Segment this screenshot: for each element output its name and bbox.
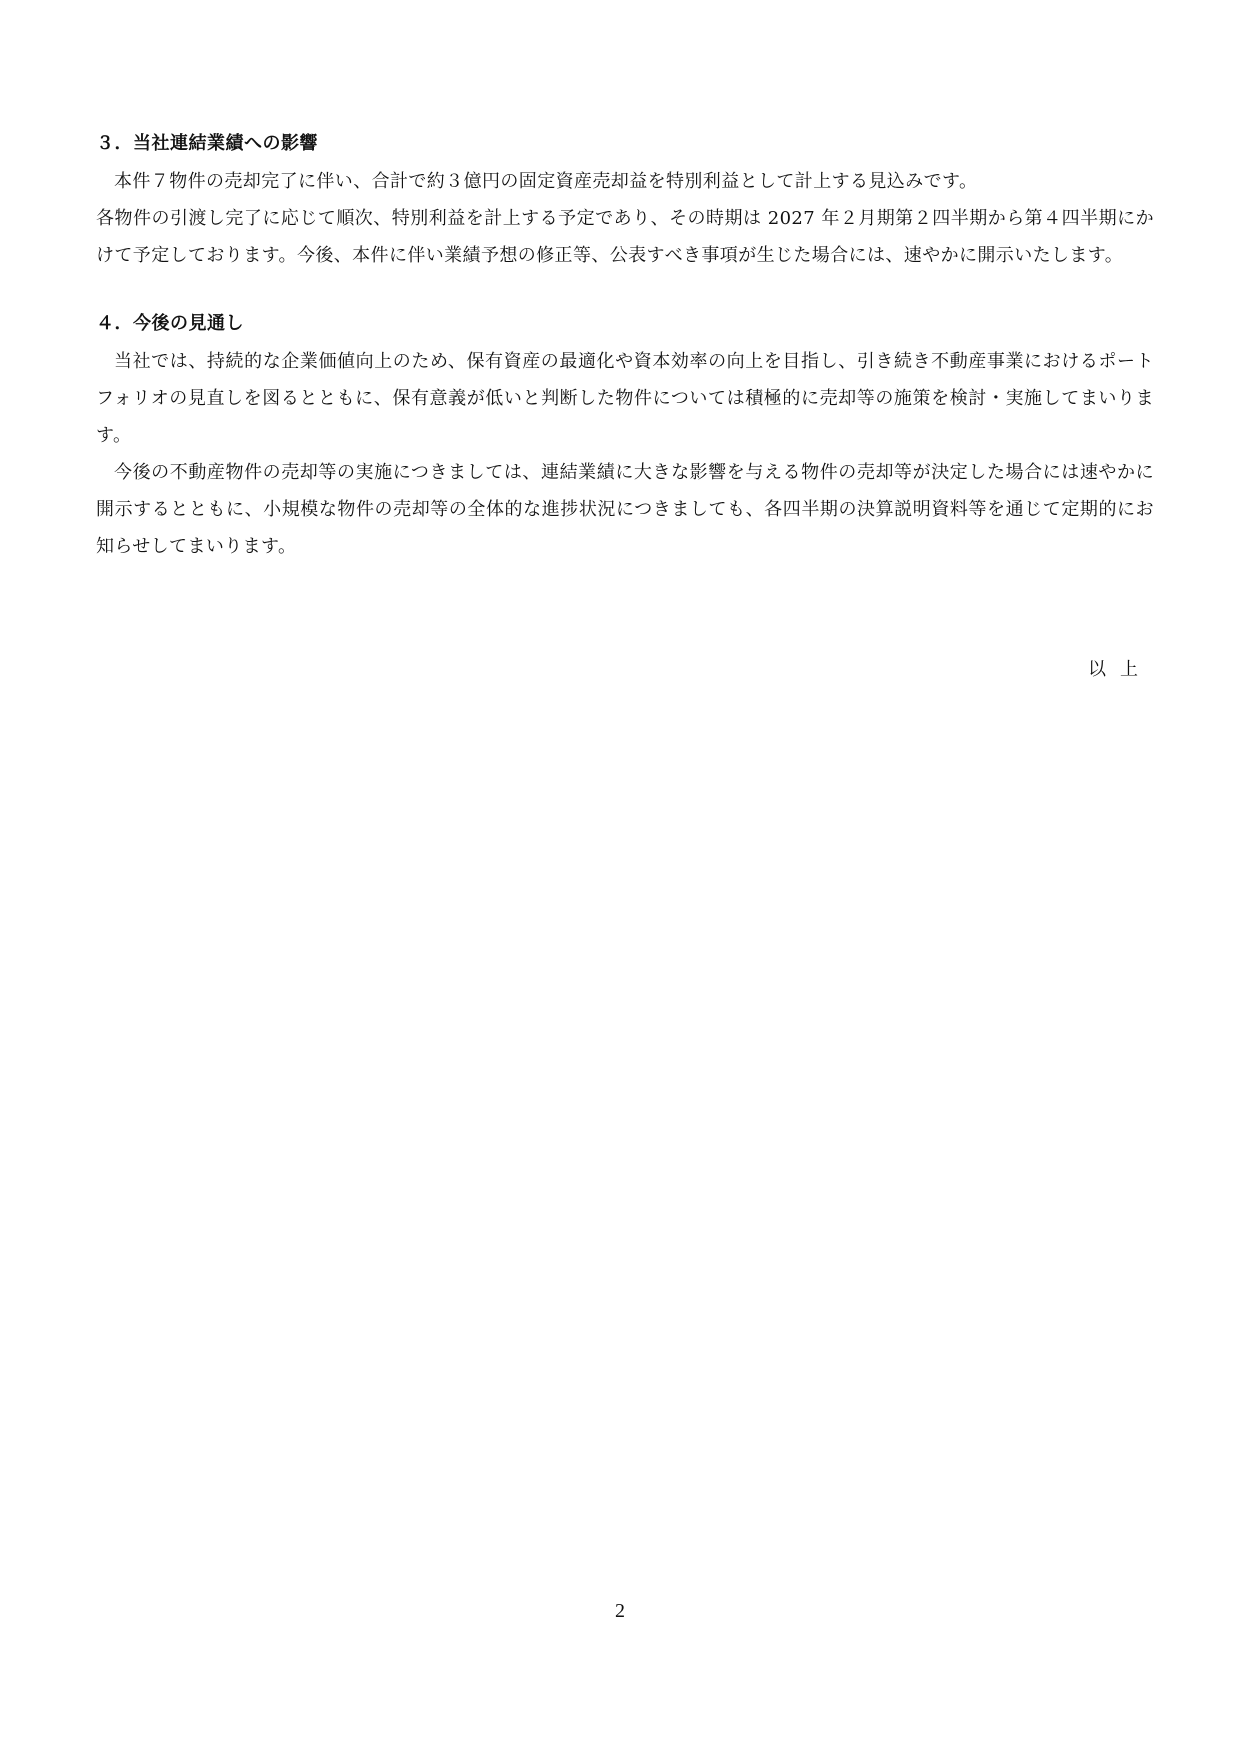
section-heading: ４．今後の見通し	[96, 313, 244, 334]
closing-mark: 以上	[1088, 659, 1152, 680]
section-heading: ３．当社連結業績への影響	[96, 133, 318, 154]
paragraph: 各物件の引渡し完了に応じて順次、特別利益を計上する予定であり、その時期は 2027 年２月期第２四半期から第４四半期にかけて予定しております。今後、本件に伴い業績予想の修正等、公表すべき事項が生じた場合には、速やかに開示いたします。	[96, 208, 1154, 266]
document-body	[96, 131, 1154, 565]
paragraph: 本件７物件の売却完了に伴い、合計で約３億円の固定資産売却益を特別利益として計上する見込みです。	[114, 171, 978, 192]
paragraph: 今後の不動産物件の売却等の実施につきましては、連結業績に大きな影響を与える物件の売却等が決定した場合には速やかに開示するとともに、小規模な物件の売却等の全体的な進捗状況につきましても、各四半期の決算説明資料等を通じて定期的にお知らせしてまいります。	[96, 462, 1154, 557]
section-future-outlook	[96, 311, 1154, 565]
page-number: 2	[615, 1600, 625, 1622]
paragraph: 当社では、持続的な企業価値向上のため、保有資産の最適化や資本効率の向上を目指し、引き続き不動産事業におけるポートフォリオの見直しを図るとともに、保有意義が低いと判断した物件については積極的に売却等の施策を検討・実施してまいります。	[96, 351, 1154, 446]
section-impact-on-consolidated-results	[96, 131, 1154, 274]
